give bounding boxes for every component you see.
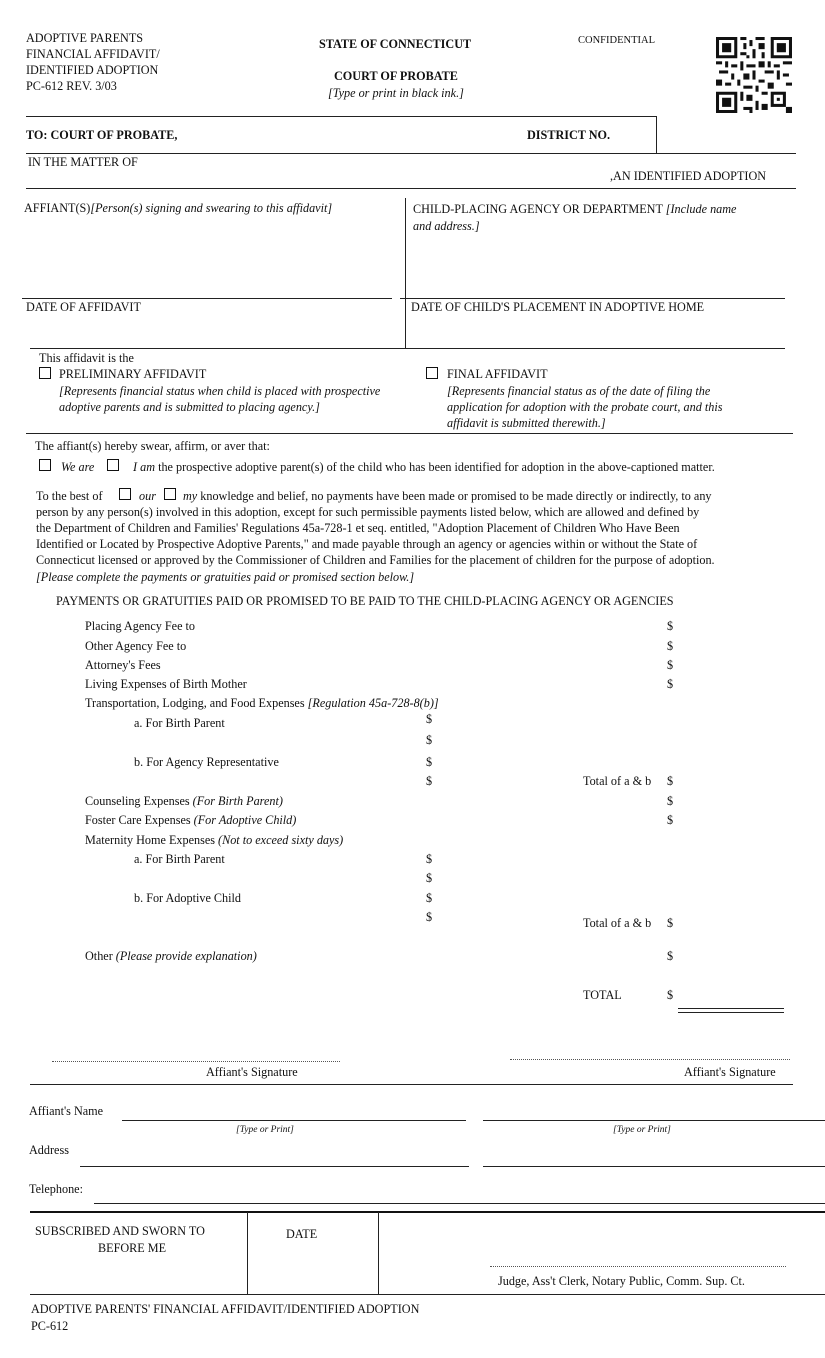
final-note-3: affidavit is submitted therewith.]: [447, 416, 606, 430]
identified-adoption-label: ,AN IDENTIFIED ADOPTION: [610, 169, 767, 183]
attorney-fees-label: Attorney's Fees: [85, 658, 161, 672]
affiant-signature-label-right: Affiant's Signature: [684, 1065, 776, 1079]
oath-line-6: [Please complete the payments or gratuities paid or promised section below.]: [36, 570, 415, 584]
maternity-total-label: Total of a & b: [583, 916, 652, 930]
final-checkbox[interactable]: [426, 367, 438, 379]
oath-statement: I am the prospective adoptive parent(s) of the child who has been identified for adoption in the above-captioned matter.: [133, 460, 715, 474]
maternity-birth-parent-label: a. For Birth Parent: [134, 852, 225, 866]
dollar-sign: $: [667, 813, 674, 827]
oath-line-2: person by any person(s) involved in this adoption, except for such permissible payments listed below, which are allowed and defined by: [36, 505, 700, 519]
dollar-sign: $: [426, 733, 433, 747]
footer-title: ADOPTIVE PARENTS' FINANCIAL AFFIDAVIT/IDENTIFIED ADOPTION: [31, 1302, 420, 1316]
dollar-sign: $: [667, 619, 674, 633]
preliminary-checkbox[interactable]: [39, 367, 51, 379]
dollar-sign: $: [667, 774, 674, 788]
payments-heading: PAYMENTS OR GRATUITIES PAID OR PROMISED TO BE PAID TO THE CHILD-PLACING AGENCY OR AGENCIES: [56, 594, 674, 608]
agency-hint-2: and address.]: [413, 219, 480, 233]
court-title: COURT OF PROBATE: [334, 69, 458, 83]
dollar-sign: $: [667, 916, 674, 930]
living-expenses-label: Living Expenses of Birth Mother: [85, 677, 247, 691]
final-note-2: application for adoption with the probate court, and this: [447, 400, 723, 414]
oath-line-3: the Department of Children and Families' Regulations 45a-728-1 et seq. entitled, "Adoption Placement of Children Who Have Been: [36, 521, 680, 535]
dollar-sign: $: [426, 755, 433, 769]
telephone-field[interactable]: [94, 1203, 825, 1204]
official-signature-line[interactable]: [490, 1266, 786, 1267]
affiant-signature-label-left: Affiant's Signature: [206, 1065, 298, 1079]
district-no-label: DISTRICT NO.: [527, 128, 611, 142]
sworn-label-1: SUBSCRIBED AND SWORN TO: [35, 1224, 205, 1238]
transport-total-label: Total of a & b: [583, 774, 652, 788]
sworn-label-2: BEFORE ME: [98, 1241, 167, 1255]
affiant-name-field-right[interactable]: [483, 1120, 825, 1121]
address-field-left[interactable]: [80, 1166, 469, 1167]
dollar-sign: $: [426, 774, 433, 788]
maternity-label: Maternity Home Expenses (Not to exceed sixty days): [85, 833, 344, 847]
our-checkbox[interactable]: [119, 488, 131, 500]
my-checkbox[interactable]: [164, 488, 176, 500]
footer-code: PC-612: [31, 1319, 69, 1333]
type-or-print-left: [Type or Print]: [236, 1125, 294, 1135]
preliminary-label: PRELIMINARY AFFIDAVIT: [59, 367, 207, 381]
foster-label: Foster Care Expenses (For Adoptive Child): [85, 813, 297, 827]
total-double-underline: [678, 1012, 784, 1013]
dollar-sign: $: [667, 794, 674, 808]
oath-line-4: Identified or Located by Prospective Adoptive Parents," and made payable through an agency or agencies within or without the State of: [36, 537, 698, 551]
state-title: STATE OF CONNECTICUT: [319, 37, 472, 51]
dollar-sign: $: [667, 949, 674, 963]
sworn-date-label: DATE: [286, 1227, 318, 1241]
dollar-sign: $: [426, 871, 433, 885]
address-label: Address: [29, 1143, 69, 1157]
dollar-sign: $: [667, 988, 674, 1002]
placing-fee-label: Placing Agency Fee to: [85, 619, 196, 633]
oath-intro: The affiant(s) hereby swear, affirm, or aver that:: [35, 439, 270, 453]
form-id-line-3: IDENTIFIED ADOPTION: [26, 63, 159, 77]
dollar-sign: $: [667, 677, 674, 691]
counseling-label: Counseling Expenses (For Birth Parent): [85, 794, 283, 808]
we-are-label: We are: [61, 460, 95, 474]
date-of-placement-label: DATE OF CHILD'S PLACEMENT IN ADOPTIVE HOME: [411, 300, 705, 314]
final-note-1: [Represents financial status as of the date of filing the: [447, 384, 711, 398]
telephone-label: Telephone:: [29, 1182, 83, 1196]
other-label: Other (Please provide explanation): [85, 949, 257, 963]
confidential-label: CONFIDENTIAL: [578, 35, 655, 46]
preliminary-note-1: [Represents financial status when child is placed with prospective: [59, 384, 381, 398]
grand-total-label: TOTAL: [583, 988, 622, 1002]
affidavit-type-intro: This affidavit is the: [39, 351, 134, 365]
date-of-affidavit-label: DATE OF AFFIDAVIT: [26, 300, 141, 314]
affiant-name-label: Affiant's Name: [29, 1104, 104, 1118]
maternity-adoptive-child-label: b. For Adoptive Child: [134, 891, 241, 905]
ink-instruction: [Type or print in black ink.]: [328, 86, 464, 100]
address-field-right[interactable]: [483, 1166, 825, 1167]
dollar-sign: $: [426, 852, 433, 866]
to-court-label: TO: COURT OF PROBATE,: [26, 128, 178, 142]
preliminary-note-2: adoptive parents and is submitted to placing agency.]: [59, 400, 320, 414]
dollar-sign: $: [426, 712, 433, 726]
oath-line-5: Connecticut licensed or approved by the Commissioner of Children and Families for the placement of children for the purpose of adoption.: [36, 553, 715, 567]
dollar-sign: $: [426, 910, 433, 924]
we-are-checkbox[interactable]: [39, 459, 51, 471]
agency-label: CHILD-PLACING AGENCY OR DEPARTMENT [Include name: [413, 202, 737, 216]
matter-label: IN THE MATTER OF: [28, 155, 138, 169]
i-am-checkbox[interactable]: [107, 459, 119, 471]
dollar-sign: $: [667, 639, 674, 653]
dollar-sign: $: [667, 658, 674, 672]
form-id-line-2: FINANCIAL AFFIDAVIT/: [26, 47, 160, 61]
our-label: our: [139, 489, 156, 503]
signature-line-left[interactable]: [52, 1061, 340, 1062]
form-id-line-4: PC-612 REV. 3/03: [26, 79, 117, 93]
transport-label: Transportation, Lodging, and Food Expenses [Regulation 45a-728-8(b)]: [85, 696, 439, 710]
form-id-line-1: ADOPTIVE PARENTS: [26, 31, 144, 45]
transport-agency-rep-label: b. For Agency Representative: [134, 755, 279, 769]
affiant-name-field-left[interactable]: [122, 1120, 466, 1121]
total-underline: [678, 1008, 784, 1009]
qr-code: [716, 37, 792, 113]
other-fee-label: Other Agency Fee to: [85, 639, 187, 653]
official-title-label: Judge, Ass't Clerk, Notary Public, Comm. Sup. Ct.: [498, 1274, 745, 1288]
transport-birth-parent-label: a. For Birth Parent: [134, 716, 225, 730]
oath-line-1: my knowledge and belief, no payments have been made or promised to be made directly or indirectly, to any: [183, 489, 712, 503]
best-of-label: To the best of: [36, 489, 103, 503]
affiants-label: AFFIANT(S)[Person(s) signing and swearing to this affidavit]: [24, 201, 333, 215]
dollar-sign: $: [426, 891, 433, 905]
signature-line-right[interactable]: [510, 1059, 790, 1060]
type-or-print-right: [Type or Print]: [613, 1125, 671, 1135]
final-label: FINAL AFFIDAVIT: [447, 367, 548, 381]
